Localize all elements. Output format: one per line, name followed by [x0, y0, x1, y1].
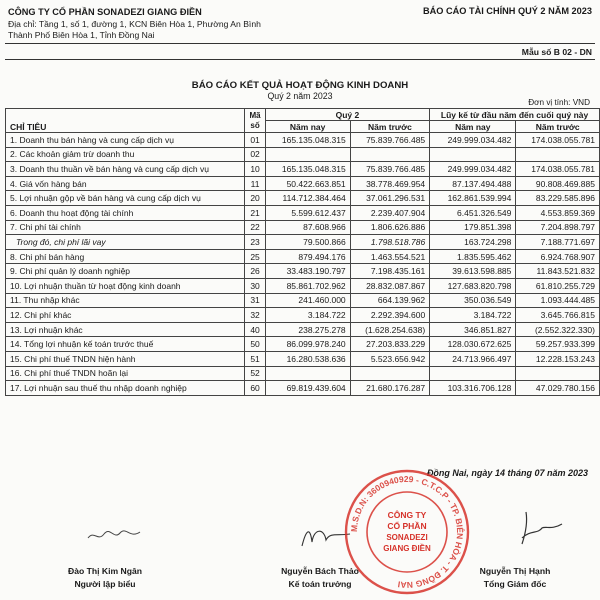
row-code: 22: [245, 220, 265, 235]
row-quarter-last-year: 1.463.554.521: [350, 249, 430, 264]
seal-line-1: CÔNG TY: [387, 510, 427, 520]
header-divider-2: [5, 59, 595, 60]
report-label: BÁO CÁO TÀI CHÍNH QUÝ 2 NĂM 2023: [423, 6, 592, 16]
row-ytd-this-year: 249.999.034.482: [430, 162, 516, 177]
row-quarter-last-year: 664.139.962: [350, 293, 430, 308]
row-quarter-last-year: [350, 147, 430, 162]
row-ytd-this-year: 162.861.539.994: [430, 191, 516, 206]
row-indicator: 12. Chi phí khác: [6, 308, 245, 323]
table-row: [6, 205, 600, 220]
signer-accountant-role: Kế toán trưởng: [288, 579, 352, 589]
row-indicator: 14. Tổng lợi nhuận kế toán trước thuế: [6, 337, 245, 352]
row-indicator: 9. Chi phí quản lý doanh nghiệp: [6, 264, 245, 279]
row-ytd-this-year: 103.316.706.128: [430, 381, 516, 396]
row-ytd-this-year: 6.451.326.549: [430, 205, 516, 220]
row-indicator: 17. Lợi nhuận sau thuế thu nhập doanh nghiệp: [6, 381, 245, 396]
table-row: [6, 147, 600, 162]
row-code: 20: [245, 191, 265, 206]
currency-unit: Đơn vị tính: VND: [528, 98, 590, 107]
row-ytd-last-year: 11.843.521.832: [516, 264, 600, 279]
row-code: 60: [245, 381, 265, 396]
row-quarter-last-year: 2.292.394.600: [350, 308, 430, 323]
row-code: 11: [245, 176, 265, 191]
row-ytd-last-year: (2.552.322.330): [516, 322, 600, 337]
row-indicator: 8. Chi phí bán hàng: [6, 249, 245, 264]
seal-line-4: GIANG ĐIỀN: [383, 544, 431, 553]
row-ytd-last-year: 59.257.933.399: [516, 337, 600, 352]
row-code: 50: [245, 337, 265, 352]
row-ytd-last-year: 174.038.055.781: [516, 133, 600, 148]
row-ytd-this-year: 3.184.722: [430, 308, 516, 323]
row-quarter-this-year: 3.184.722: [265, 308, 350, 323]
row-quarter-last-year: 38.778.469.954: [350, 176, 430, 191]
row-ytd-last-year: 3.645.766.815: [516, 308, 600, 323]
row-quarter-this-year: 33.483.190.797: [265, 264, 350, 279]
row-ytd-last-year: 61.810.255.729: [516, 278, 600, 293]
row-quarter-last-year: 1.798.518.786: [350, 235, 430, 250]
row-quarter-this-year: 241.460.000: [265, 293, 350, 308]
row-ytd-this-year: 179.851.398: [430, 220, 516, 235]
row-indicator: 11. Thu nhập khác: [6, 293, 245, 308]
form-code: Mẫu số B 02 - DN: [521, 47, 592, 57]
row-code: 30: [245, 278, 265, 293]
row-ytd-this-year: 24.713.966.497: [430, 351, 516, 366]
header-code: Mã số: [245, 109, 265, 133]
table-row: [6, 308, 600, 323]
row-quarter-this-year: [265, 147, 350, 162]
header-divider: [5, 43, 595, 44]
header-indicator: CHỈ TIÊU: [6, 109, 245, 133]
row-code: 40: [245, 322, 265, 337]
seal-ring-text: M.S.D.N: 3600940929 - C.T.C.P - TP. BIÊN HÒA - T. ĐỒNG NAI: [348, 473, 466, 591]
row-indicator: 10. Lợi nhuận thuần từ hoạt động kinh doanh: [6, 278, 245, 293]
place-date: Đồng Nai, ngày 14 tháng 07 năm 2023: [426, 468, 588, 478]
row-code: 51: [245, 351, 265, 366]
row-code: 02: [245, 147, 265, 162]
company-name: CÔNG TY CỔ PHẦN SONADEZI GIANG ĐIỀN: [8, 7, 202, 17]
signer-director-role: Tổng Giám đốc: [483, 579, 547, 589]
signature-preparer-icon: [84, 524, 144, 546]
row-ytd-this-year: [430, 147, 516, 162]
row-code: 31: [245, 293, 265, 308]
row-ytd-last-year: 12.228.153.243: [516, 351, 600, 366]
row-code: 01: [245, 133, 265, 148]
header-ytd-this-year: Năm nay: [430, 121, 516, 133]
row-quarter-this-year: 165.135.048.315: [265, 162, 350, 177]
seal-line-3: SONADEZI: [386, 533, 428, 542]
row-quarter-this-year: 16.280.538.636: [265, 351, 350, 366]
company-address: Địa chỉ: Tầng 1, số 1, đường 1, KCN Biên Hòa 1, Phường An Bình: [8, 19, 261, 29]
row-quarter-last-year: 1.806.626.886: [350, 220, 430, 235]
row-ytd-last-year: [516, 366, 600, 381]
row-quarter-this-year: 79.500.866: [265, 235, 350, 250]
row-indicator: 15. Chi phí thuế TNDN hiện hành: [6, 351, 245, 366]
header-ytd: Lũy kế từ đầu năm đến cuối quý này: [430, 109, 600, 121]
table-row: [6, 278, 600, 293]
header-quarter-last-year: Năm trước: [350, 121, 430, 133]
table-row: [6, 351, 600, 366]
row-indicator: Trong đó, chi phí lãi vay: [6, 235, 245, 250]
row-indicator: 5. Lợi nhuận gộp về bán hàng và cung cấp dịch vụ: [6, 191, 245, 206]
row-ytd-this-year: 39.613.598.885: [430, 264, 516, 279]
row-ytd-this-year: 128.030.672.625: [430, 337, 516, 352]
header-ytd-last-year: Năm trước: [516, 121, 600, 133]
row-quarter-last-year: 21.680.176.287: [350, 381, 430, 396]
row-indicator: 4. Giá vốn hàng bán: [6, 176, 245, 191]
row-quarter-this-year: 85.861.702.962: [265, 278, 350, 293]
row-indicator: 7. Chi phí tài chính: [6, 220, 245, 235]
signature-director-icon: [516, 508, 566, 548]
row-code: 26: [245, 264, 265, 279]
table-row: [6, 264, 600, 279]
row-quarter-this-year: 5.599.612.437: [265, 205, 350, 220]
row-ytd-this-year: 163.724.298: [430, 235, 516, 250]
row-ytd-last-year: 83.229.585.896: [516, 191, 600, 206]
signer-accountant-name: Nguyễn Bách Thảo: [281, 566, 359, 576]
signer-preparer-name: Đào Thị Kim Ngân: [67, 566, 142, 576]
row-ytd-last-year: 174.038.055.781: [516, 162, 600, 177]
row-ytd-last-year: 1.093.444.485: [516, 293, 600, 308]
row-ytd-last-year: 90.808.469.885: [516, 176, 600, 191]
row-ytd-last-year: 6.924.768.907: [516, 249, 600, 264]
row-quarter-this-year: [265, 366, 350, 381]
row-indicator: 16. Chi phí thuế TNDN hoãn lại: [6, 366, 245, 381]
row-quarter-last-year: 5.523.656.942: [350, 351, 430, 366]
row-quarter-this-year: 165.135.048.315: [265, 133, 350, 148]
row-quarter-last-year: 75.839.766.485: [350, 162, 430, 177]
row-quarter-last-year: 27.203.833.229: [350, 337, 430, 352]
table-row: [6, 322, 600, 337]
row-quarter-last-year: 7.198.435.161: [350, 264, 430, 279]
row-ytd-this-year: 346.851.827: [430, 322, 516, 337]
row-indicator: 2. Các khoản giảm trừ doanh thu: [6, 147, 245, 162]
row-quarter-this-year: 87.608.966: [265, 220, 350, 235]
table-row: [6, 249, 600, 264]
row-indicator: 1. Doanh thu bán hàng và cung cấp dịch vụ: [6, 133, 245, 148]
company-city: Thành Phố Biên Hòa 1, Tỉnh Đồng Nai: [8, 30, 155, 40]
row-quarter-this-year: 86.099.978.240: [265, 337, 350, 352]
table-header-row: [6, 109, 600, 121]
row-code: 52: [245, 366, 265, 381]
report-title: BÁO CÁO KẾT QUẢ HOẠT ĐỘNG KINH DOANH: [191, 80, 409, 91]
row-indicator: 3. Doanh thu thuần về bán hàng và cung cấp dịch vụ: [6, 162, 245, 177]
row-ytd-last-year: 7.188.771.697: [516, 235, 600, 250]
row-quarter-last-year: 2.239.407.904: [350, 205, 430, 220]
row-ytd-this-year: [430, 366, 516, 381]
row-indicator: 13. Lợi nhuận khác: [6, 322, 245, 337]
row-code: 32: [245, 308, 265, 323]
table-row: [6, 293, 600, 308]
header-quarter-this-year: Năm nay: [265, 121, 350, 133]
seal-line-2: CỔ PHẦN: [387, 521, 427, 531]
table-row: [6, 381, 600, 396]
table-row: [6, 133, 600, 148]
row-ytd-this-year: 1.835.595.462: [430, 249, 516, 264]
row-ytd-this-year: 127.683.820.798: [430, 278, 516, 293]
table-row: [6, 220, 600, 235]
row-ytd-this-year: 249.999.034.482: [430, 133, 516, 148]
table-row: [6, 191, 600, 206]
row-quarter-this-year: 238.275.278: [265, 322, 350, 337]
row-quarter-last-year: 75.839.766.485: [350, 133, 430, 148]
row-indicator: 6. Doanh thu hoạt động tài chính: [6, 205, 245, 220]
table-row: [6, 366, 600, 381]
income-statement-table: [5, 108, 600, 396]
table-row: [6, 337, 600, 352]
row-quarter-last-year: 37.061.296.531: [350, 191, 430, 206]
row-ytd-last-year: 47.029.780.156: [516, 381, 600, 396]
row-code: 23: [245, 235, 265, 250]
row-ytd-last-year: 4.553.859.369: [516, 205, 600, 220]
table-row: [6, 176, 600, 191]
row-ytd-last-year: 7.204.898.797: [516, 220, 600, 235]
row-quarter-this-year: 69.819.439.604: [265, 381, 350, 396]
row-quarter-this-year: 50.422.663.851: [265, 176, 350, 191]
row-quarter-this-year: 879.494.176: [265, 249, 350, 264]
signer-director-name: Nguyễn Thị Hạnh: [479, 566, 551, 576]
row-code: 21: [245, 205, 265, 220]
row-code: 25: [245, 249, 265, 264]
row-ytd-this-year: 350.036.549: [430, 293, 516, 308]
row-quarter-this-year: 114.712.384.464: [265, 191, 350, 206]
row-ytd-this-year: 87.137.494.488: [430, 176, 516, 191]
report-subtitle: Quý 2 năm 2023: [267, 91, 333, 101]
company-seal-icon: [343, 468, 471, 596]
signer-preparer-role: Người lập biểu: [74, 579, 136, 589]
row-code: 10: [245, 162, 265, 177]
row-quarter-last-year: (1.628.254.638): [350, 322, 430, 337]
row-quarter-last-year: [350, 366, 430, 381]
table-row: [6, 162, 600, 177]
table-row: [6, 235, 600, 250]
header-quarter: Quý 2: [265, 109, 430, 121]
row-ytd-last-year: [516, 147, 600, 162]
row-quarter-last-year: 28.832.087.867: [350, 278, 430, 293]
